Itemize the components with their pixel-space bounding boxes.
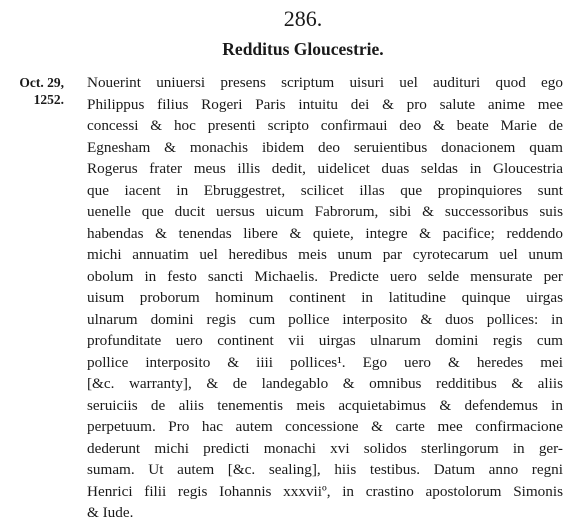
text-line: perpetuum. Pro hac autem concessione & carte mee confirmacione xyxy=(87,418,563,435)
text-line: uenelle que ducit uersus uicum Fabrorum, sibi & successoribus suis xyxy=(87,203,563,220)
text-line: seruiciis de aliis tenementis meis acquietabimus & defendemus in xyxy=(87,396,563,414)
text-line: pollice interposito & iiii pollices¹. Ego uero & heredes mei xyxy=(87,353,563,371)
margin-date xyxy=(4,74,64,108)
charter-text xyxy=(87,72,563,524)
text-line: que iacent in Ebruggestret, scilicet illas que propinquiores sunt xyxy=(87,181,563,199)
text-line: Rogerus frater meus illis dedit, uidelicet duas seldas in Gloucestria xyxy=(87,160,563,177)
text-line: sumam. Ut autem [&c. sealing], hiis testibus. Datum anno regni xyxy=(87,461,563,478)
text-line: concessi & hoc presenti scripto confirmaui deo & beate Marie de xyxy=(87,117,563,134)
text-line: profunditate uero continent vii uirgas ulnarum domini regis cum xyxy=(87,332,563,349)
text-line: ulnarum domini regis cum pollice interposito & duos pollices: in xyxy=(87,310,563,328)
text-line: Nouerint uniuersi presens scriptum uisuri uel audituri quod ego xyxy=(87,74,563,91)
text-line: & Iude. xyxy=(87,504,134,521)
text-line: [&c. warranty], & de landegablo & omnibus redditibus & aliis xyxy=(87,375,563,392)
margin-date-year: 1252. xyxy=(33,92,64,107)
text-line: dederunt michi predicti monachi xvi solidos sterlingorum in ger- xyxy=(87,439,563,457)
text-line: habendas & tenendas libere & quiete, integre & pacifice; reddendo xyxy=(87,224,563,242)
text-line: michi annuatim uel heredibus meis unum par cyrotecarum uel unum xyxy=(87,246,563,263)
text-line: uisum proborum hominum continent in latitudine quinque uirgas xyxy=(87,289,563,306)
page-number: 286. xyxy=(283,6,323,31)
text-line: Philippus filius Rogeri Paris intuitu dei & pro salute anime mee xyxy=(87,95,563,113)
text-line: obolum in festo sancti Michaelis. Predicte uero selde mensurate per xyxy=(87,267,563,285)
text-line: Henrici filii regis Iohannis xxxviiº, in crastino apostolorum Simonis xyxy=(87,482,563,500)
document-title: Redditus Gloucestrie. xyxy=(222,39,384,59)
margin-date-day: Oct. 29, xyxy=(19,75,64,90)
text-line: Egnesham & monachis ibidem deo seruientibus donacionem quam xyxy=(87,138,563,156)
